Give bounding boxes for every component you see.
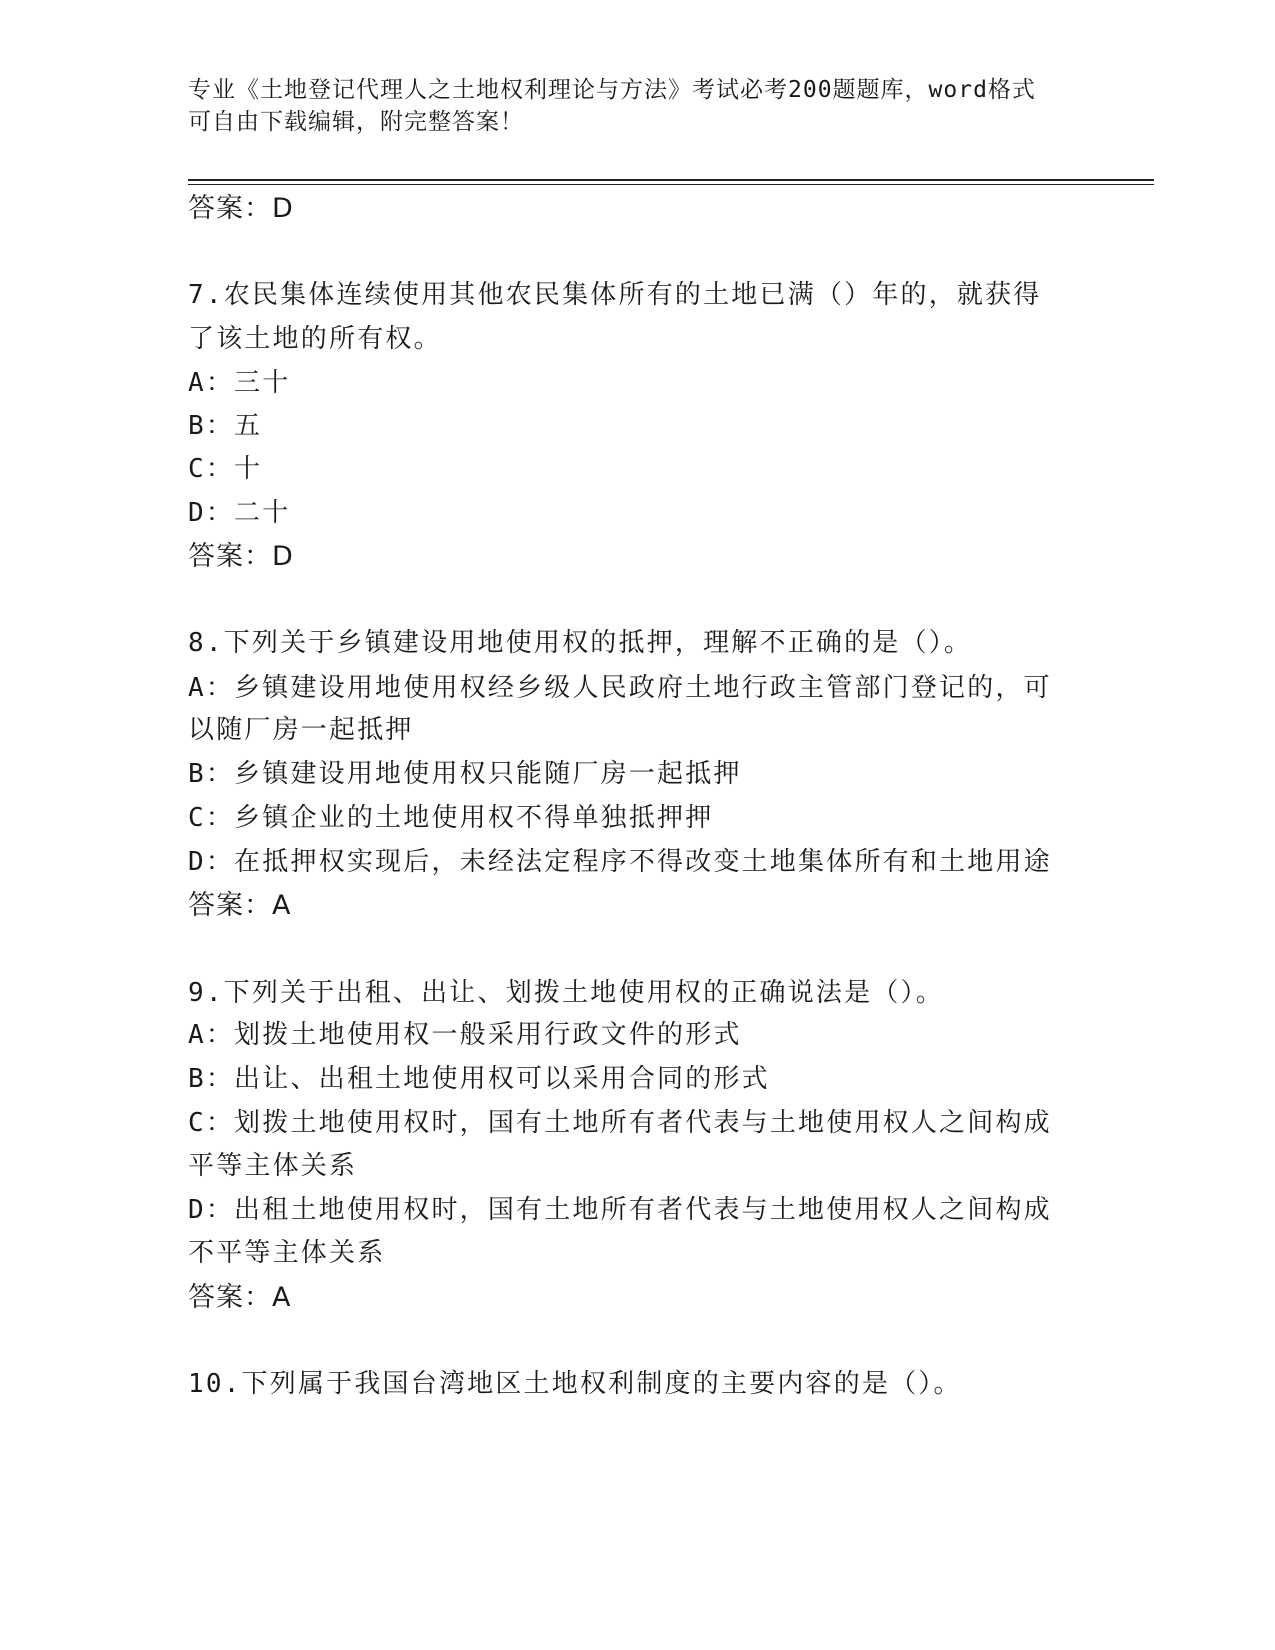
question-9-option-b: B：出让、出租土地使用权可以采用合同的形式 (188, 1064, 770, 1094)
question-7-answer: 答案：D (188, 541, 294, 572)
question-7-option-c: C：十 (188, 454, 263, 484)
question-9-answer: 答案：A (188, 1282, 292, 1313)
question-7-option-a: A：三十 (188, 368, 291, 398)
header-line-2: 可自由下载编辑，附完整答案！ (188, 109, 524, 135)
question-8-option-a-line-1: A：乡镇建设用地使用权经乡级人民政府土地行政主管部门登记的，可 (188, 673, 1052, 703)
question-8-option-b: B：乡镇建设用地使用权只能随厂房一起抵押 (188, 759, 742, 789)
question-8-answer: 答案：A (188, 890, 292, 921)
header-rule-thin (188, 184, 1154, 185)
question-9-stem-line-1: 9.下列关于出租、出让、划拨土地使用权的正确说法是（）。 (188, 978, 944, 1008)
question-9-option-a: A：划拨土地使用权一般采用行政文件的形式 (188, 1020, 742, 1050)
question-9-option-d-line-1: D：出租土地使用权时，国有土地所有者代表与土地使用权人之间构成 (188, 1195, 1052, 1225)
question-7-option-d: D：二十 (188, 498, 291, 528)
question-7-stem-line-1: 7.农民集体连续使用其他农民集体所有的土地已满（）年的，就获得 (188, 280, 1042, 310)
question-8-stem-line-1: 8.下列关于乡镇建设用地使用权的抵押，理解不正确的是（）。 (188, 628, 973, 658)
question-8-option-c: C：乡镇企业的土地使用权不得单独抵押押 (188, 803, 714, 833)
header-line-1: 专业《土地登记代理人之土地权利理论与方法》考试必考200题题库，word格式 (188, 77, 1036, 103)
question-8-option-d: D：在抵押权实现后，未经法定程序不得改变土地集体所有和土地用途 (188, 847, 1052, 877)
question-7-stem-line-2: 了该土地的所有权。 (188, 324, 442, 354)
header-rule-thick (188, 179, 1154, 181)
question-10-stem-line-1: 10.下列属于我国台湾地区土地权利制度的主要内容的是（）。 (188, 1369, 962, 1399)
question-8-option-a-line-2: 以随厂房一起抵押 (188, 715, 414, 745)
question-9-option-c-line-2: 平等主体关系 (188, 1151, 358, 1181)
question-9-option-d-line-2: 不平等主体关系 (188, 1238, 386, 1268)
answer-previous: 答案：D (188, 193, 294, 224)
question-7-option-b: B：五 (188, 411, 263, 441)
page-header (188, 74, 1088, 138)
question-9-option-c-line-1: C：划拨土地使用权时，国有土地所有者代表与土地使用权人之间构成 (188, 1108, 1052, 1138)
